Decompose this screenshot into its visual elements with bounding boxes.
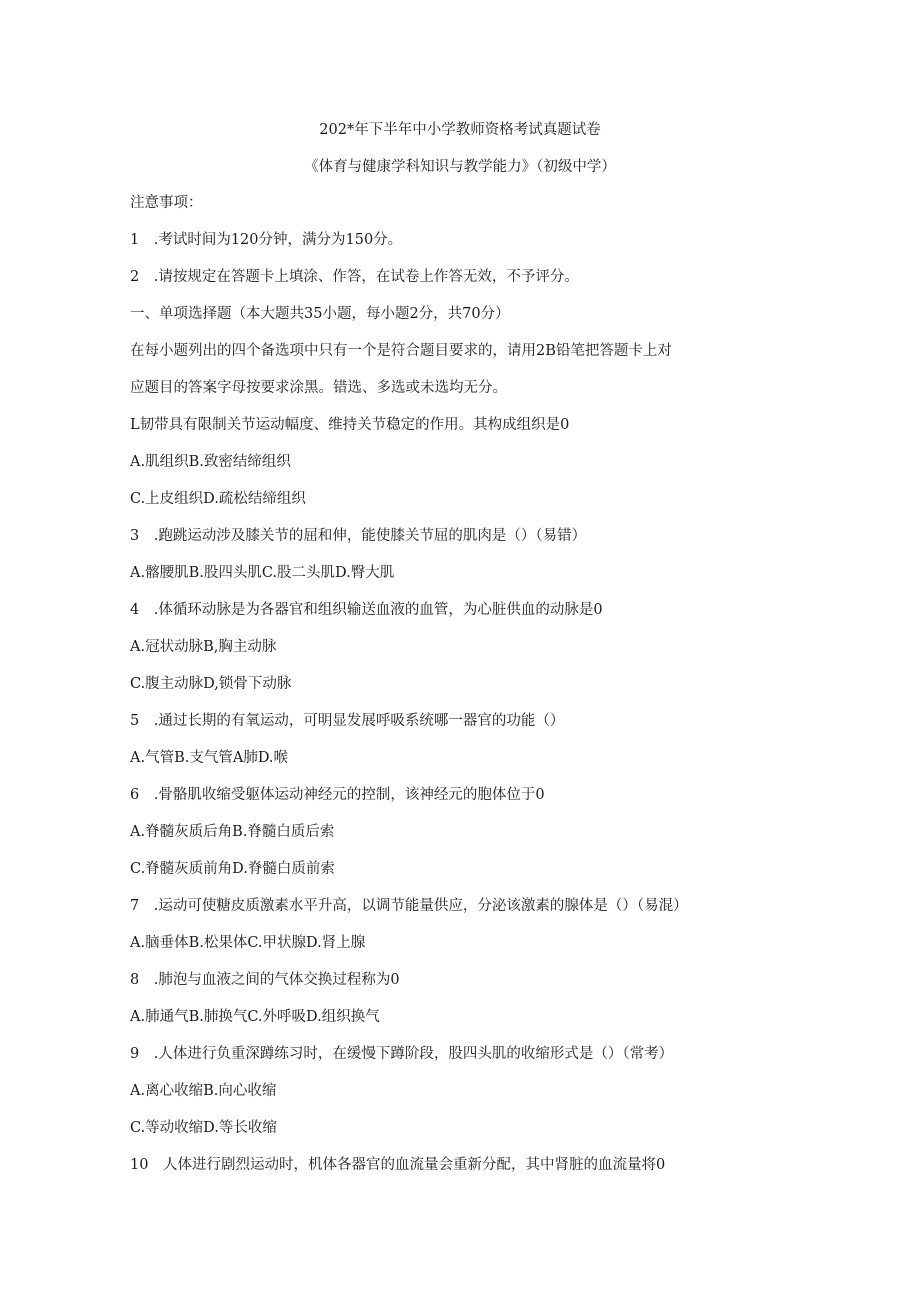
notice-item-1: 1 .考试时间为120分钟，满分为150分。 xyxy=(130,232,403,248)
question-9: 9 .人体进行负重深蹲练习时，在缓慢下蹲阶段，股四头肌的收缩形式是（）（常考） xyxy=(130,1046,674,1062)
question-options: C.腹主动脉D,锁骨下动脉 xyxy=(130,676,292,692)
section-heading: 一、单项选择题（本大题共35小题，每小题2分，共70分） xyxy=(130,306,510,322)
question-7: 7 .运动可使糖皮质激素水平升高，以调节能量供应，分泌该激素的腺体是（）（易混） xyxy=(130,898,688,914)
exam-body xyxy=(130,193,750,1192)
question-options: C.上皮组织D.疏松结缔组织 xyxy=(130,491,306,507)
question-options: A.气管B.支气管A肺D.喉 xyxy=(130,750,289,766)
section-instructions: 在每小题列出的四个备选项中只有一个是符合题目要求的，请用2B铅笔把答题卡上对 xyxy=(130,343,672,359)
question-1: L韧带具有限制关节运动幅度、维持关节稳定的作用。其构成组织是0 xyxy=(130,417,570,433)
question-5: 5 .通过长期的有氧运动，可明显发展呼吸系统哪一器官的功能（） xyxy=(130,713,565,729)
question-options: C.脊髓灰质前角D.脊髓白质前索 xyxy=(130,861,335,877)
question-10: 10 人体进行剧烈运动时，机体各器官的血流量会重新分配，其中肾脏的血流量将0 xyxy=(130,1157,666,1173)
section-instructions: 应题目的答案字母按要求涂黑。错选、多选或未选均无分。 xyxy=(130,380,507,396)
question-options: A.脊髓灰质后角B.脊髓白质后索 xyxy=(130,824,335,840)
question-3: 3 .跑跳运动涉及膝关节的屈和伸，能使膝关节屈的肌肉是（）（易错） xyxy=(130,528,587,544)
question-options: A.冠状动脉B,胸主动脉 xyxy=(130,639,277,655)
notice-item-2: 2 .请按规定在答题卡上填涂、作答，在试卷上作答无效，不予评分。 xyxy=(130,269,579,285)
question-options: C.等动收缩D.等长收缩 xyxy=(130,1120,277,1136)
question-options: A.髂腰肌B.股四头肌C.股二头肌D.臀大肌 xyxy=(130,565,395,581)
question-4: 4 .体循环动脉是为各器官和组织输送血液的血管，为心脏供血的动脉是0 xyxy=(130,602,603,618)
question-options: A.肌组织B.致密结缔组织 xyxy=(130,454,291,470)
question-6: 6 .骨骼肌收缩受躯体运动神经元的控制，该神经元的胞体位于0 xyxy=(130,787,545,803)
question-options: A.离心收缩B.向心收缩 xyxy=(130,1083,277,1099)
notice-heading: 注意事项： xyxy=(130,195,203,211)
exam-subtitle: 《体育与健康学科知识与教学能力》（初级中学） xyxy=(304,159,616,175)
question-options: A.脑垂体B.松果体C.甲状腺D.肾上腺 xyxy=(130,935,366,951)
question-8: 8 .肺泡与血液之间的气体交换过程称为0 xyxy=(130,972,400,988)
question-options: A.肺通气B.肺换气C.外呼吸D.组织换气 xyxy=(130,1009,380,1025)
exam-title: 202*年下半年中小学教师资格考试真题试卷 xyxy=(319,122,601,138)
